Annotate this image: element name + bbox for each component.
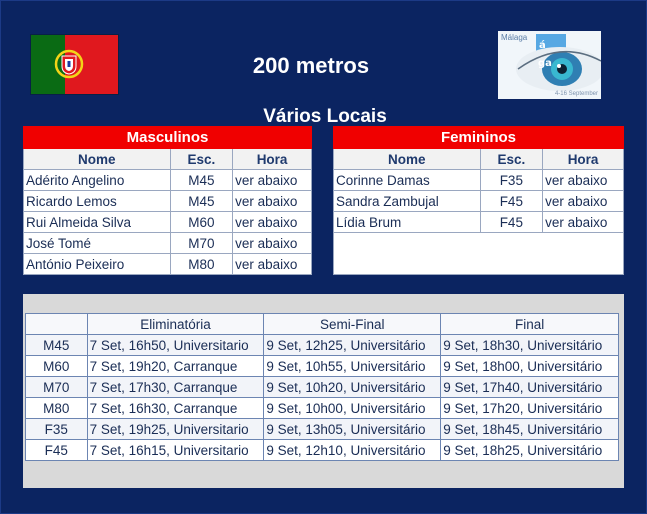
svg-text:ga: ga [538, 58, 552, 69]
page-title: 200 metros [252, 53, 370, 78]
athlete-category: F45 [480, 191, 543, 212]
schedule-semi-final: 9 Set, 10h00, Universitário [264, 398, 441, 419]
schedule-final: 9 Set, 17h20, Universitário [441, 398, 619, 419]
athlete-category: M70 [170, 233, 233, 254]
athlete-time: ver abaixo [233, 254, 312, 275]
schedule-final: 9 Set, 17h40, Universitário [441, 377, 619, 398]
masculinos-header: Masculinos [24, 127, 312, 149]
schedule-table [25, 313, 619, 461]
athlete-name: José Tomé [24, 233, 171, 254]
athlete-time: ver abaixo [543, 191, 624, 212]
athlete-category: M45 [170, 170, 233, 191]
athlete-name: António Peixeiro [24, 254, 171, 275]
table-row [334, 170, 624, 191]
athlete-category: M45 [170, 191, 233, 212]
table-row [26, 335, 619, 356]
table-row [24, 170, 312, 191]
table-row [26, 398, 619, 419]
schedule-category: F45 [26, 440, 88, 461]
femininos-header: Femininos [334, 127, 624, 149]
schedule-final: 9 Set, 18h30, Universitário [441, 335, 619, 356]
venue-subtitle: Vários Locais [263, 106, 387, 127]
col-esc: Esc. [480, 149, 543, 170]
athlete-time: ver abaixo [233, 233, 312, 254]
athlete-time: ver abaixo [233, 170, 312, 191]
col-final: Final [441, 314, 619, 335]
schedule-final: 9 Set, 18h00, Universitário [441, 356, 619, 377]
table-row [24, 191, 312, 212]
col-esc: Esc. [170, 149, 233, 170]
schedule-semi-final: 9 Set, 10h20, Universitário [264, 377, 441, 398]
athlete-name: Corinne Damas [334, 170, 481, 191]
table-row [24, 212, 312, 233]
schedule-category: M60 [26, 356, 88, 377]
col-nome: Nome [24, 149, 171, 170]
table-row [26, 377, 619, 398]
athlete-time: ver abaixo [233, 212, 312, 233]
schedule-eliminatoria: 7 Set, 19h25, Universitario [87, 419, 264, 440]
event-logo-brand: Málaga [501, 33, 528, 42]
athlete-time: ver abaixo [233, 191, 312, 212]
table-row [26, 356, 619, 377]
schedule-semi-final: 9 Set, 12h25, Universitário [264, 335, 441, 356]
schedule-final: 9 Set, 18h45, Universitário [441, 419, 619, 440]
svg-text:á: á [539, 40, 546, 51]
col-eliminatoria: Eliminatória [87, 314, 264, 335]
table-row [334, 191, 624, 212]
table-row [24, 233, 312, 254]
schedule-eliminatoria: 7 Set, 17h30, Carranque [87, 377, 264, 398]
femininos-table [333, 126, 624, 275]
athlete-name: Adérito Angelino [24, 170, 171, 191]
event-logo-dates: 4-16 September [554, 91, 598, 97]
athlete-name: Sandra Zambujal [334, 191, 481, 212]
col-hora: Hora [233, 149, 312, 170]
table-row [24, 254, 312, 275]
col-nome: Nome [334, 149, 481, 170]
portugal-flag-icon [31, 35, 118, 94]
athlete-name: Rui Almeida Silva [24, 212, 171, 233]
event-logo [498, 31, 601, 99]
col-semi-final: Semi-Final [264, 314, 441, 335]
schedule-eliminatoria: 7 Set, 16h50, Universitario [87, 335, 264, 356]
schedule-category: M45 [26, 335, 88, 356]
athlete-name: Ricardo Lemos [24, 191, 171, 212]
athlete-category: F45 [480, 212, 543, 233]
athlete-category: M80 [170, 254, 233, 275]
schedule-eliminatoria: 7 Set, 16h15, Universitario [87, 440, 264, 461]
schedule-category: F35 [26, 419, 88, 440]
masculinos-table [23, 126, 312, 275]
athlete-time: ver abaixo [543, 170, 624, 191]
schedule-eliminatoria: 7 Set, 16h30, Carranque [87, 398, 264, 419]
athlete-name: Lídia Brum [334, 212, 481, 233]
athlete-category: M60 [170, 212, 233, 233]
schedule-final: 9 Set, 18h25, Universitário [441, 440, 619, 461]
table-row [334, 212, 624, 233]
schedule-category: M80 [26, 398, 88, 419]
schedule-eliminatoria: 7 Set, 19h20, Carranque [87, 356, 264, 377]
schedule-semi-final: 9 Set, 12h10, Universitário [264, 440, 441, 461]
table-row [26, 419, 619, 440]
athlete-time: ver abaixo [543, 212, 624, 233]
col-hora: Hora [543, 149, 624, 170]
table-row [26, 440, 619, 461]
empty-area [334, 233, 624, 275]
schedule-semi-final: 9 Set, 13h05, Universitário [264, 419, 441, 440]
schedule-semi-final: 9 Set, 10h55, Universitário [264, 356, 441, 377]
empty-cell [334, 233, 624, 275]
schedule-header-row [26, 314, 619, 335]
athlete-category: F35 [480, 170, 543, 191]
schedule-category: M70 [26, 377, 88, 398]
col-category [26, 314, 88, 335]
